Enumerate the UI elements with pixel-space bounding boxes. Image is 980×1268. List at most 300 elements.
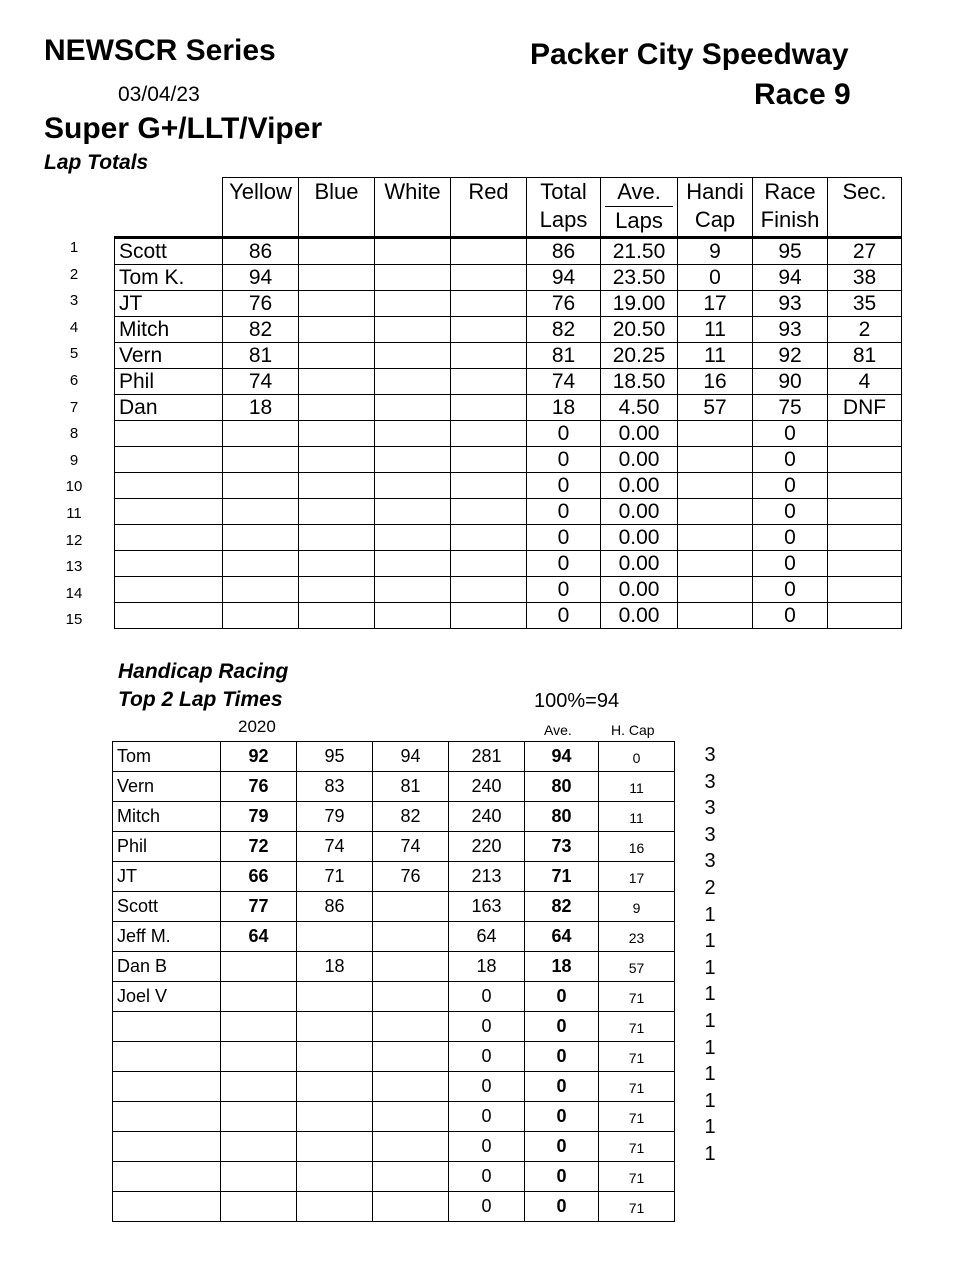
cell-red: [451, 343, 527, 369]
cell-white: [375, 577, 451, 603]
cell-ave: 0: [525, 1042, 599, 1072]
cell-total: 0: [449, 1192, 525, 1222]
cell-name: [113, 1192, 221, 1222]
column-header-line1: Handi: [686, 179, 744, 204]
cell-hcap: 71: [599, 1012, 675, 1042]
position-number: 13: [65, 558, 83, 576]
cell-ave: 0.00: [601, 473, 678, 499]
cell-name: [113, 1162, 221, 1192]
table-row: [115, 369, 902, 395]
cell-blue: [299, 421, 375, 447]
cell-hcap: 71: [599, 1072, 675, 1102]
cell-total: 64: [449, 922, 525, 952]
position-number: 12: [65, 531, 83, 549]
table-row: [115, 447, 902, 473]
cell-yellow: 94: [223, 265, 299, 291]
cell-finish: 95: [753, 238, 828, 265]
cell-c3: 76: [373, 862, 449, 892]
cell-c2: [297, 1042, 373, 1072]
cell-ave: 21.50: [601, 238, 678, 265]
column-header: [678, 178, 753, 238]
cell-total: 0: [527, 577, 601, 603]
column-header-line2: Finish: [760, 207, 820, 232]
column-header: [223, 178, 299, 238]
cell-ave: 23.50: [601, 265, 678, 291]
cell-total: 74: [527, 369, 601, 395]
table-row: [115, 291, 902, 317]
track-name: Packer City Speedway: [530, 38, 849, 71]
cell-yellow: [223, 421, 299, 447]
cell-hcap: 71: [599, 1162, 675, 1192]
races-count: 2: [704, 876, 716, 899]
cell-c1: [221, 1072, 297, 1102]
cell-ave: 0: [525, 1102, 599, 1132]
cell-name: Vern: [115, 343, 223, 369]
cell-c1: [221, 1042, 297, 1072]
cell-name: [115, 473, 223, 499]
cell-sec: 38: [828, 265, 902, 291]
cell-handicap: [678, 577, 753, 603]
cell-hcap: 57: [599, 952, 675, 982]
cell-white: [375, 317, 451, 343]
cell-c2: [297, 1162, 373, 1192]
race-number: Race 9: [754, 78, 851, 111]
table-row: [113, 1042, 675, 1072]
cell-total: 0: [449, 1072, 525, 1102]
cell-ave: 0.00: [601, 499, 678, 525]
cell-total: 76: [527, 291, 601, 317]
table-row: [115, 238, 902, 265]
cell-blue: [299, 577, 375, 603]
handicap-title: Handicap Racing: [118, 660, 289, 683]
cell-total: 240: [449, 802, 525, 832]
cell-total: 81: [527, 343, 601, 369]
cell-red: [451, 317, 527, 343]
cell-finish: 92: [753, 343, 828, 369]
column-header-line1: Race: [764, 179, 816, 204]
column-header-line1: Red: [468, 179, 509, 204]
cell-white: [375, 473, 451, 499]
cell-total: 0: [449, 1102, 525, 1132]
race-date: 03/04/23: [118, 83, 200, 106]
cell-ave: 0.00: [601, 447, 678, 473]
cell-finish: 0: [753, 603, 828, 629]
races-count: 3: [704, 770, 716, 793]
cell-name: [113, 1102, 221, 1132]
position-number: 15: [65, 611, 83, 629]
cell-name: [113, 1042, 221, 1072]
cell-hcap: 11: [599, 772, 675, 802]
cell-name: [115, 603, 223, 629]
cell-ave: 0: [525, 1072, 599, 1102]
lap-totals-title: Lap Totals: [44, 151, 149, 174]
cell-red: [451, 369, 527, 395]
cell-total: 0: [449, 1042, 525, 1072]
cell-total: 0: [449, 1012, 525, 1042]
cell-total: 18: [527, 395, 601, 421]
cell-total: 213: [449, 862, 525, 892]
class-title: Super G+/LLT/Viper: [44, 112, 323, 145]
cell-total: 94: [527, 265, 601, 291]
cell-ave: 80: [525, 772, 599, 802]
column-header-line1: Sec.: [842, 179, 887, 204]
cell-c3: 81: [373, 772, 449, 802]
cell-total: 0: [527, 421, 601, 447]
cell-c2: [297, 982, 373, 1012]
cell-c1: 77: [221, 892, 297, 922]
cell-c3: [373, 1072, 449, 1102]
cell-total: 0: [449, 982, 525, 1012]
position-number: 2: [69, 265, 79, 283]
table-row: [115, 421, 902, 447]
cell-hcap: 0: [599, 742, 675, 772]
cell-total: 0: [449, 1162, 525, 1192]
races-count: 1: [704, 1142, 716, 1165]
cell-c2: 86: [297, 892, 373, 922]
cell-c3: [373, 1192, 449, 1222]
cell-c3: 94: [373, 742, 449, 772]
cell-yellow: 18: [223, 395, 299, 421]
cell-white: [375, 369, 451, 395]
cell-c1: [221, 1162, 297, 1192]
cell-red: [451, 265, 527, 291]
cell-blue: [299, 395, 375, 421]
cell-c3: 82: [373, 802, 449, 832]
cell-finish: 94: [753, 265, 828, 291]
table-row: [113, 742, 675, 772]
races-count: 1: [704, 930, 716, 953]
races-count: 3: [704, 823, 716, 846]
cell-ave: 0.00: [601, 603, 678, 629]
races-count: 1: [704, 903, 716, 926]
cell-name: [115, 447, 223, 473]
cell-finish: 0: [753, 499, 828, 525]
cell-white: [375, 499, 451, 525]
races-count: 1: [704, 983, 716, 1006]
cell-handicap: [678, 421, 753, 447]
cell-sec: [828, 473, 902, 499]
cell-ave: 0.00: [601, 577, 678, 603]
cell-name: [115, 525, 223, 551]
table-row: [115, 317, 902, 343]
races-count: 1: [704, 1089, 716, 1112]
table-row: [113, 1102, 675, 1132]
cell-c3: [373, 1132, 449, 1162]
cell-total: 18: [449, 952, 525, 982]
cell-sec: 27: [828, 238, 902, 265]
cell-finish: 0: [753, 525, 828, 551]
cell-handicap: 17: [678, 291, 753, 317]
cell-hcap: 71: [599, 982, 675, 1012]
cell-blue: [299, 238, 375, 265]
cell-ave: 18.50: [601, 369, 678, 395]
cell-ave: 0.00: [601, 525, 678, 551]
table-row: [113, 832, 675, 862]
cell-name: [113, 1012, 221, 1042]
cell-handicap: 11: [678, 343, 753, 369]
cell-white: [375, 551, 451, 577]
cell-c3: [373, 1162, 449, 1192]
cell-finish: 0: [753, 551, 828, 577]
table-row: [113, 1012, 675, 1042]
cell-total: 0: [527, 551, 601, 577]
cell-name: [113, 1132, 221, 1162]
column-header-line1: Total: [540, 179, 587, 204]
cell-total: 0: [449, 1132, 525, 1162]
cell-c1: 66: [221, 862, 297, 892]
cell-c2: 95: [297, 742, 373, 772]
cell-sec: [828, 551, 902, 577]
cell-yellow: [223, 499, 299, 525]
column-header: [299, 178, 375, 238]
cell-handicap: [678, 603, 753, 629]
races-count: 1: [704, 956, 716, 979]
position-number: 1: [69, 239, 79, 256]
cell-white: [375, 343, 451, 369]
table-row: [115, 265, 902, 291]
column-header: [753, 178, 828, 238]
cell-handicap: 57: [678, 395, 753, 421]
cell-ave: 82: [525, 892, 599, 922]
cell-c2: [297, 1192, 373, 1222]
cell-ave: 4.50: [601, 395, 678, 421]
cell-c1: 92: [221, 742, 297, 772]
cell-c1: [221, 1132, 297, 1162]
cell-finish: 0: [753, 421, 828, 447]
table-row: [115, 525, 902, 551]
cell-yellow: [223, 551, 299, 577]
cell-total: 82: [527, 317, 601, 343]
handicap-subtitle: Top 2 Lap Times: [118, 688, 283, 711]
cell-red: [451, 525, 527, 551]
cell-c2: [297, 1012, 373, 1042]
cell-yellow: 82: [223, 317, 299, 343]
table-row: [113, 922, 675, 952]
year-label: 2020: [238, 717, 276, 736]
column-header: [527, 178, 601, 238]
cell-hcap: 71: [599, 1132, 675, 1162]
cell-yellow: 81: [223, 343, 299, 369]
table-row: [113, 1132, 675, 1162]
cell-ave: 94: [525, 742, 599, 772]
position-number: 14: [65, 584, 83, 602]
column-header-line2: Laps: [539, 207, 588, 232]
column-header: [828, 178, 902, 238]
cell-c3: [373, 922, 449, 952]
table-row: [113, 952, 675, 982]
table-row: [115, 395, 902, 421]
cell-handicap: 9: [678, 238, 753, 265]
cell-sec: [828, 603, 902, 629]
percent-note: 100%=94: [534, 690, 620, 712]
cell-blue: [299, 317, 375, 343]
cell-yellow: [223, 447, 299, 473]
cell-red: [451, 603, 527, 629]
cell-handicap: [678, 525, 753, 551]
cell-ave: 18: [525, 952, 599, 982]
cell-total: 0: [527, 473, 601, 499]
cell-name: Joel V: [113, 982, 221, 1012]
cell-total: 163: [449, 892, 525, 922]
cell-c1: [221, 952, 297, 982]
handicap-table: [112, 741, 675, 1222]
cell-sec: 35: [828, 291, 902, 317]
cell-hcap: 11: [599, 802, 675, 832]
cell-c1: 64: [221, 922, 297, 952]
cell-yellow: [223, 577, 299, 603]
cell-total: 0: [527, 603, 601, 629]
cell-name: Dan: [115, 395, 223, 421]
cell-total: 86: [527, 238, 601, 265]
position-number: 7: [69, 398, 79, 416]
cell-total: 0: [527, 447, 601, 473]
cell-c3: [373, 952, 449, 982]
lap-totals-table: [114, 177, 902, 629]
header-blank: [115, 178, 223, 238]
cell-name: Phil: [113, 832, 221, 862]
cell-total: 240: [449, 772, 525, 802]
cell-sec: 81: [828, 343, 902, 369]
column-header-line1: Ave.: [605, 178, 673, 207]
cell-name: Tom: [113, 742, 221, 772]
cell-ave: 0: [525, 1012, 599, 1042]
races-count: 1: [704, 1036, 716, 1059]
cell-white: [375, 447, 451, 473]
cell-ave: 20.50: [601, 317, 678, 343]
cell-red: [451, 577, 527, 603]
cell-sec: [828, 525, 902, 551]
table-row: [115, 577, 902, 603]
cell-white: [375, 525, 451, 551]
cell-ave: 64: [525, 922, 599, 952]
cell-sec: [828, 499, 902, 525]
cell-handicap: [678, 473, 753, 499]
column-header-line2: Cap: [694, 207, 736, 232]
hcap-label: H. Cap: [611, 722, 655, 738]
cell-c1: [221, 1012, 297, 1042]
position-number: 4: [69, 318, 79, 336]
lap-totals-header-row: [115, 178, 902, 238]
ave-label: Ave.: [544, 722, 572, 738]
cell-red: [451, 473, 527, 499]
cell-sec: DNF: [828, 395, 902, 421]
cell-yellow: 86: [223, 238, 299, 265]
table-row: [115, 499, 902, 525]
cell-name: Tom K.: [115, 265, 223, 291]
position-numbers: [56, 235, 92, 634]
column-header: [451, 178, 527, 238]
cell-hcap: 16: [599, 832, 675, 862]
cell-c2: 71: [297, 862, 373, 892]
cell-name: [113, 1072, 221, 1102]
cell-name: Vern: [113, 772, 221, 802]
races-count: 3: [704, 797, 716, 820]
cell-blue: [299, 473, 375, 499]
position-number: 10: [65, 478, 83, 496]
cell-total: 281: [449, 742, 525, 772]
cell-ave: 0.00: [601, 421, 678, 447]
cell-white: [375, 265, 451, 291]
cell-name: Mitch: [113, 802, 221, 832]
table-row: [113, 892, 675, 922]
cell-red: [451, 421, 527, 447]
cell-white: [375, 603, 451, 629]
position-number: 3: [69, 292, 79, 310]
table-row: [113, 1162, 675, 1192]
cell-name: Scott: [113, 892, 221, 922]
cell-blue: [299, 525, 375, 551]
table-row: [115, 343, 902, 369]
table-row: [115, 551, 902, 577]
races-count: 3: [704, 850, 716, 873]
races-count-column: [696, 741, 724, 1167]
cell-ave: 0: [525, 1192, 599, 1222]
cell-name: [115, 577, 223, 603]
cell-c1: [221, 982, 297, 1012]
cell-ave: 73: [525, 832, 599, 862]
cell-ave: 0.00: [601, 551, 678, 577]
cell-ave: 0: [525, 1162, 599, 1192]
table-row: [113, 982, 675, 1012]
position-number: 9: [69, 451, 79, 469]
cell-c1: 76: [221, 772, 297, 802]
table-row: [113, 1072, 675, 1102]
cell-name: Dan B: [113, 952, 221, 982]
cell-c2: [297, 1072, 373, 1102]
table-row: [113, 802, 675, 832]
cell-total: 220: [449, 832, 525, 862]
cell-yellow: 74: [223, 369, 299, 395]
cell-yellow: [223, 473, 299, 499]
cell-sec: [828, 577, 902, 603]
races-count: 1: [704, 1063, 716, 1086]
cell-c3: [373, 1042, 449, 1072]
cell-yellow: [223, 603, 299, 629]
column-header-line1: Yellow: [229, 179, 292, 204]
cell-finish: 0: [753, 473, 828, 499]
cell-sec: 4: [828, 369, 902, 395]
cell-hcap: 71: [599, 1042, 675, 1072]
cell-red: [451, 291, 527, 317]
column-header: [601, 178, 678, 238]
cell-c2: 74: [297, 832, 373, 862]
cell-c1: [221, 1192, 297, 1222]
cell-handicap: 0: [678, 265, 753, 291]
cell-sec: [828, 447, 902, 473]
cell-name: [115, 499, 223, 525]
cell-total: 0: [527, 499, 601, 525]
races-count: 1: [704, 1116, 716, 1139]
cell-red: [451, 551, 527, 577]
cell-blue: [299, 265, 375, 291]
column-header-line1: Blue: [314, 179, 359, 204]
cell-c1: [221, 1102, 297, 1132]
cell-blue: [299, 369, 375, 395]
cell-c3: [373, 982, 449, 1012]
cell-c1: 72: [221, 832, 297, 862]
cell-hcap: 17: [599, 862, 675, 892]
cell-c1: 79: [221, 802, 297, 832]
position-number: 8: [69, 425, 79, 443]
cell-white: [375, 291, 451, 317]
cell-c2: 79: [297, 802, 373, 832]
cell-c3: 74: [373, 832, 449, 862]
cell-c2: [297, 922, 373, 952]
cell-c2: [297, 1132, 373, 1162]
position-number: 5: [69, 345, 79, 363]
cell-red: [451, 238, 527, 265]
cell-white: [375, 238, 451, 265]
